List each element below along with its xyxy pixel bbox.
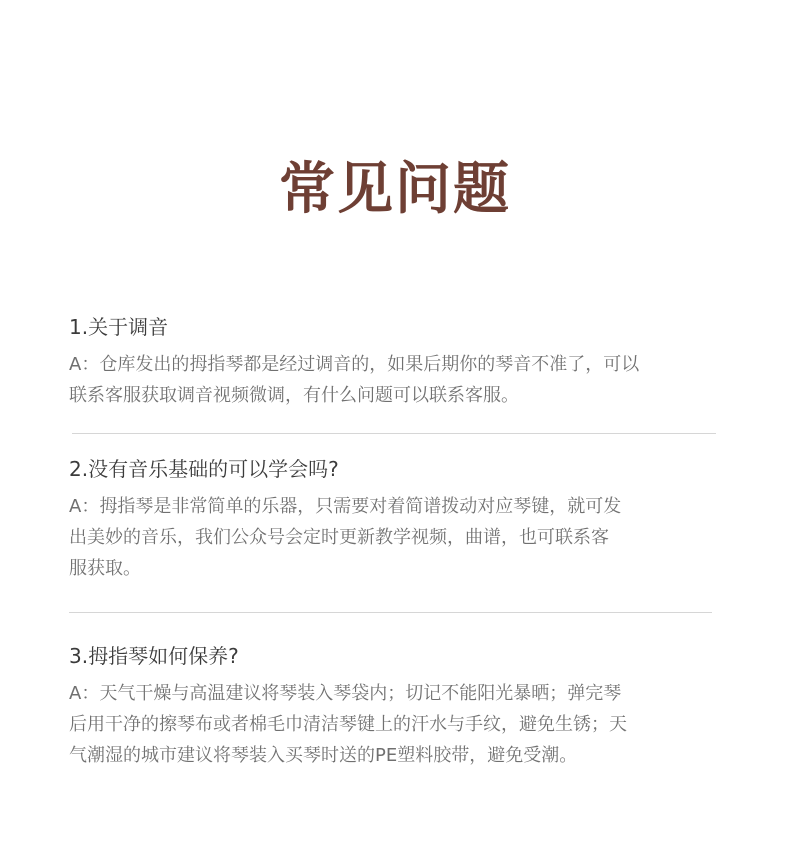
faq-answer: A：天气干燥与高温建议将琴装入琴袋内；切记不能阳光暴晒；弹完琴 后用干净的擦琴布或者棉毛巾清洁琴键上的汗水与手纹，避免生锈；天 气潮湿的城市建议将琴装入买琴时送的PE塑料胶带，避免受潮。: [69, 683, 627, 766]
faq-item-maintenance: [69, 642, 729, 771]
faq-question: 3.拇指琴如何保养?: [69, 644, 239, 668]
divider: [72, 433, 716, 434]
faq-answer: A：拇指琴是非常简单的乐器，只需要对着简谱拨动对应琴键，就可发 出美妙的音乐，我们公众号会定时更新教学视频，曲谱，也可联系客 服获取。: [69, 496, 622, 579]
faq-item-no-music-background: [69, 455, 729, 584]
faq-answer: A：仓库发出的拇指琴都是经过调音的，如果后期你的琴音不准了，可以 联系客服获取调音视频微调，有什么问题可以联系客服。: [69, 354, 640, 406]
faq-question: 2.没有音乐基础的可以学会吗?: [69, 457, 339, 481]
page-title: 常见问题: [279, 156, 511, 222]
divider: [69, 612, 712, 613]
faq-question: 1.关于调音: [69, 315, 169, 339]
faq-item-tuning: [69, 313, 729, 411]
